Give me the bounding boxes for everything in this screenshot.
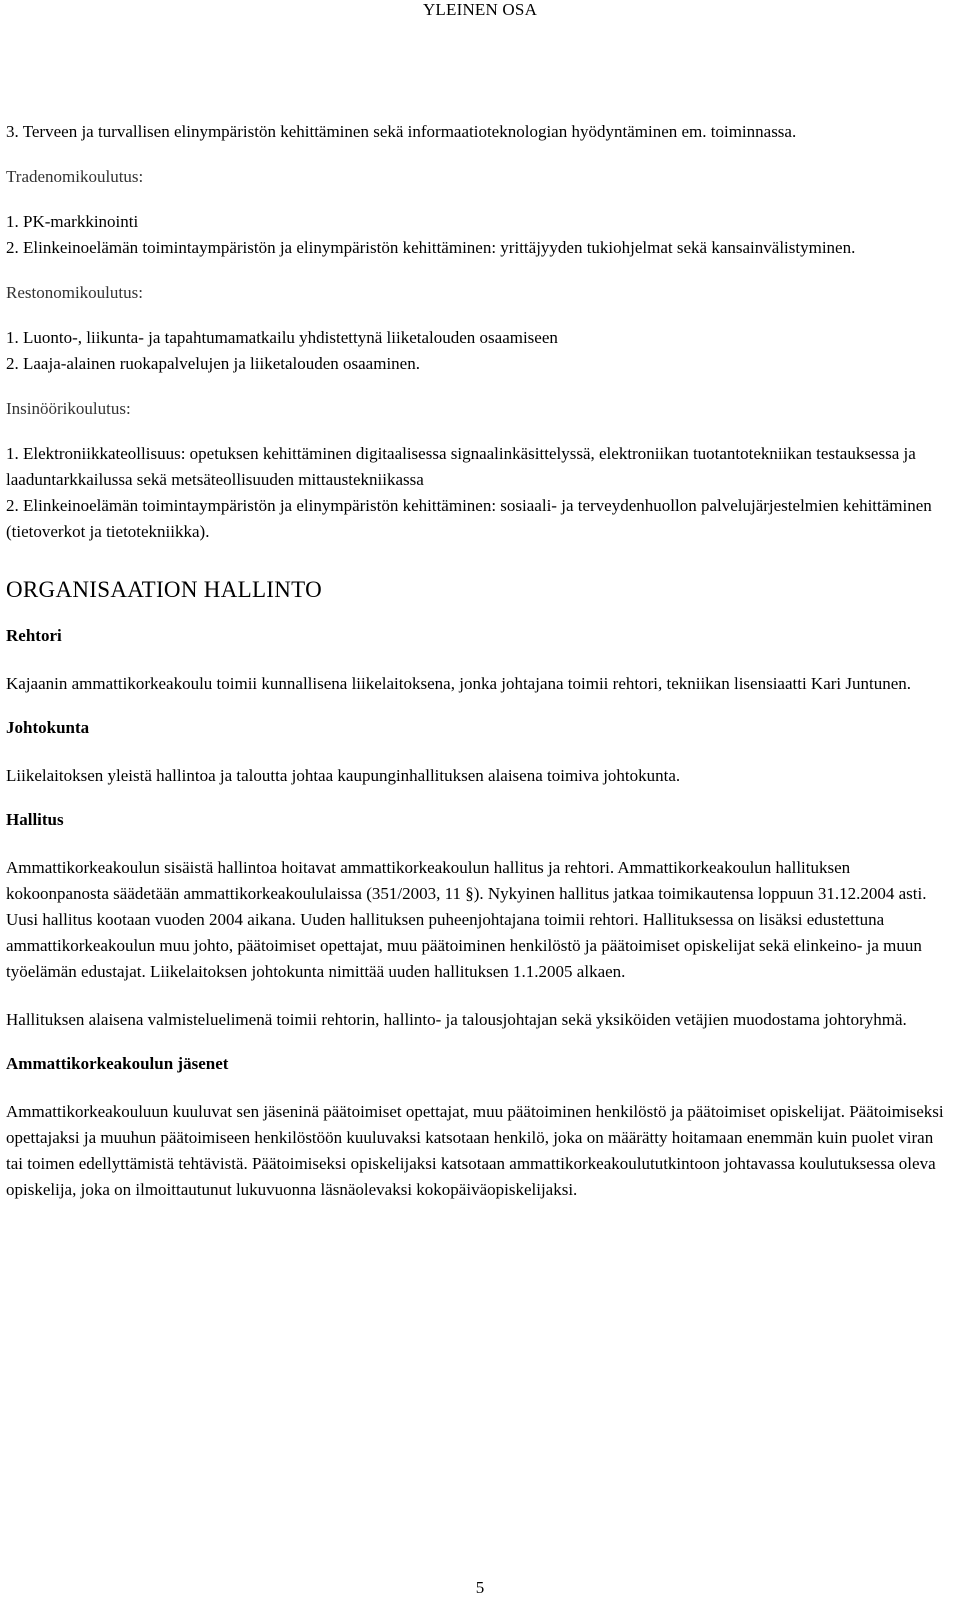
johtokunta-heading: Johtokunta <box>6 718 90 737</box>
insinoori-heading: Insinöörikoulutus: <box>6 399 131 418</box>
restonomi-heading: Restonomikoulutus: <box>6 283 143 302</box>
insinoori-item-2: 2. Elinkeinoelämän toimintaympäristön ja elinympäristön kehittäminen: sosiaali- ja terveydenhuollon palvelujärjestelmien kehittäminen (tietoverkot ja tietotekniikka). <box>6 496 932 541</box>
insinoori-item-1: 1. Elektroniikkateollisuus: opetuksen kehittäminen digitaalisessa signaalinkäsittelyssä, elektroniikan tuotantotekniikan testauksessa ja laaduntarkkailussa sekä metsäteollisuuden mittaustekniikassa <box>6 444 916 489</box>
list-item-3: 3. Terveen ja turvallisen elinympäristön kehittäminen sekä informaatioteknologian hyödyntäminen em. toiminnassa. <box>6 122 797 141</box>
hallitus-paragraph-1: Ammattikorkeakoulun sisäistä hallintoa hoitavat ammattikorkeakoulun hallitus ja rehtori. Ammattikorkeakoulun hallituksen kokoonpanosta säädetään ammattikorkeakoululaissa (351/2003, 11 §). Nykyinen hallitus jatkaa toimikautensa loppuun 31.12.2004 asti. Uusi hallitus kootaan vuoden 2004 aikana. Uuden hallituksen puheenjohtajana toimii rehtori. Hallituksessa on lisäksi edustettuna ammattikorkeakoulun muu johto, päätoimiset opettajat, muu päätoiminen henkilöstö ja päätoimiset opiskelijat sekä elinkeino- ja muun työelämän edustajat. Liikelaitoksen johtokunta nimittää uuden hallituksen 1.1.2005 alkaen. <box>6 858 927 981</box>
restonomi-item-1: 1. Luonto-, liikunta- ja tapahtumamatkailu yhdistettynä liiketalouden osaamiseen <box>6 328 558 347</box>
hallitus-paragraph-2: Hallituksen alaisena valmisteluelimenä toimii rehtorin, hallinto- ja talousjohtajan sekä yksiköiden vetäjien muodostama johtoryhmä. <box>6 1010 907 1029</box>
running-header: YLEINEN OSA <box>422 0 538 19</box>
page-number: 5 <box>475 1578 485 1597</box>
johtokunta-text: Liikelaitoksen yleistä hallintoa ja taloutta johtaa kaupunginhallituksen alaisena toimiva johtokunta. <box>6 766 681 785</box>
rehtori-text: Kajaanin ammattikorkeakoulu toimii kunnallisena liikelaitoksena, jonka johtajana toimii rehtori, tekniikan lisensiaatti Kari Juntunen. <box>6 674 912 693</box>
document-body <box>6 119 944 1203</box>
jasenet-heading: Ammattikorkeakoulun jäsenet <box>6 1054 229 1073</box>
tradenomi-heading: Tradenomikoulutus: <box>6 167 144 186</box>
restonomi-item-2: 2. Laaja-alainen ruokapalvelujen ja liiketalouden osaaminen. <box>6 354 420 373</box>
jasenet-text: Ammattikorkeakouluun kuuluvat sen jäseninä päätoimiset opettajat, muu päätoiminen henkilöstö ja päätoimiset opiskelijat. Päätoimiseksi opettajaksi ja muuhun päätoimiseen henkilöstöön kuuluvaksi katsotaan henkilö, joka on määrätty hoitamaan enemmän kuin puolet viran tai toimen edellyttämistä tehtävistä. Päätoimiseksi opiskelijaksi katsotaan ammattikorkeakoulututkintoon johtavassa koulutuksessa oleva opiskelija, joka on ilmoittautunut lukuvuonna läsnäolevaksi kokopäiväopiskelijaksi. <box>6 1102 944 1199</box>
tradenomi-item-2: 2. Elinkeinoelämän toimintaympäristön ja elinympäristön kehittäminen: yrittäjyyden tukiohjelmat sekä kansainvälistyminen. <box>6 238 856 257</box>
tradenomi-item-1: 1. PK-markkinointi <box>6 212 139 231</box>
rehtori-heading: Rehtori <box>6 626 62 645</box>
section-title: ORGANISAATION HALLINTO <box>6 577 323 602</box>
hallitus-heading: Hallitus <box>6 810 64 829</box>
